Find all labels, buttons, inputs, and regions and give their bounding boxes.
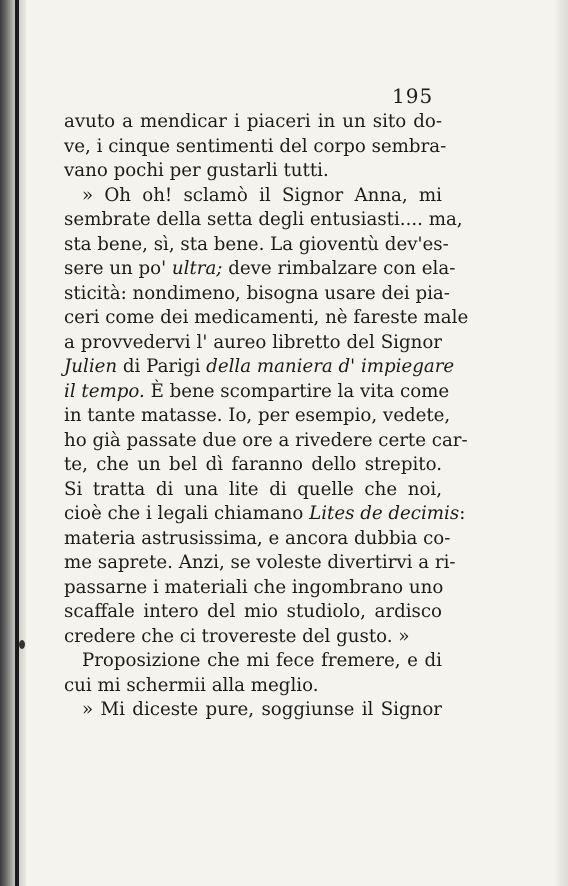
text-line [64,625,442,650]
text-line [64,184,442,209]
text-segment: me saprete. Anzi, se voleste divertirvi a ri- [64,552,456,573]
italic-text: della maniera d' impiegare [206,356,455,377]
text-segment: ceri come dei medicamenti, nè fareste male [64,307,469,328]
text-line [64,282,450,307]
text-segment: sere un po' [64,258,172,279]
text-line [64,257,456,282]
text-line [64,233,449,258]
text-segment: credere che ci trovereste del gusto. » [64,625,410,647]
text-segment: cui mi schermii alla meglio. [64,674,319,696]
italic-text: Julien [64,356,118,377]
text-segment: cioè che i legali chiamano [64,503,310,524]
text-segment: » Oh oh! sclamò il Signor Anna, mi [82,184,442,206]
text-line [64,306,469,331]
text-line [64,355,455,380]
text-segment: sembrate della setta degli entusiasti.... ma, [64,209,463,230]
text-segment: avuto a mendicar i piaceri in un sito do- [64,111,442,132]
text-segment: materia astrusissima, e ancora dubbia co- [64,527,451,549]
text-line [64,698,442,723]
page-edge-shadow [554,0,568,886]
text-line [64,576,442,601]
text-segment: di Parigi [117,356,207,377]
text-segment: in tante matasse. Io, per esempio, vedete, [64,405,451,426]
text-segment: deve rimbalzare con ela- [222,258,456,279]
italic-text: ultra; [171,258,223,279]
text-line [64,600,442,625]
text-line [64,135,447,160]
text-segment: scaffale intero del mio studiolo, ardisco [64,601,442,622]
text-segment: sta bene, sì, sta bene. La gioventù dev'es- [64,233,449,255]
text-line [64,527,451,552]
text-segment: passarne i materiali che ingombrano uno [64,576,444,598]
text-segment: Proposizione che mi fece fremere, e di [82,650,442,671]
text-segment: Si tratta di una lite di quelle che noi, [64,478,442,500]
text-line [64,649,442,674]
body-text [64,110,469,723]
text-line [64,404,451,429]
ink-spot [19,640,25,649]
text-line [64,453,442,478]
text-segment: ho già passate due ore a rivedere certe car- [64,429,468,451]
italic-text: il tempo. [64,380,145,402]
text-line [64,110,442,135]
text-line [64,159,442,184]
text-segment: vano pochi per gustarli tutti. [64,160,329,181]
binding-edge [15,0,19,886]
text-segment: sticità: nondimeno, bisogna usare dei pia- [64,282,450,304]
text-line [64,551,456,576]
text-segment: ve, i cinque sentimenti del corpo sembra- [64,135,447,157]
text-segment: » Mi diceste pure, soggiunse il Signor [82,699,442,720]
text-segment: a provvedervi l' aureo libretto del Signor [64,331,442,353]
book-spine [0,0,26,886]
text-line [64,331,442,356]
text-line [64,674,442,699]
text-segment: te, che un bel dì faranno dello strepito. [64,454,442,475]
text-line [64,380,450,405]
text-line [64,478,442,503]
text-line [64,429,468,454]
text-line [64,502,466,527]
italic-text: Lites de decimis [309,503,460,524]
text-segment: È bene scompartire la vita come [144,380,450,402]
page-number: 195 [392,84,434,108]
text-line [64,208,463,233]
text-segment: : [459,503,466,524]
